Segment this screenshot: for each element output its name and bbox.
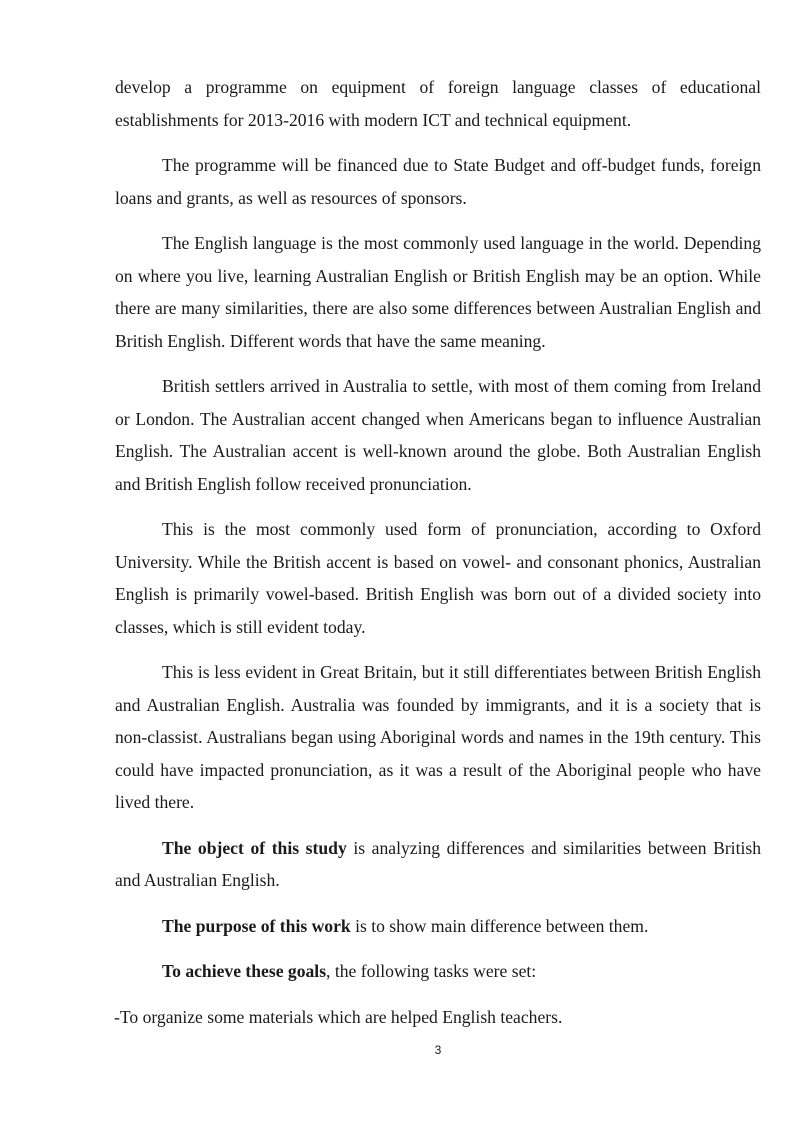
document-body — [115, 71, 761, 1033]
goals-heading: To achieve these goals — [162, 961, 327, 981]
paragraph-goals — [115, 955, 761, 988]
paragraph-continuation: develop a programme on equipment of foreign language classes of educational establishments for 2013-2016 with modern ICT and technical equipment. — [115, 77, 761, 130]
paragraph-english-language: The English language is the most commonly used language in the world. Depending on where you live, learning Australian English or British English may be an option. While there are many similarities, there are also some differences between Australian English and British English. Different words that have the same meaning. — [115, 233, 761, 351]
paragraph-object-of-study — [115, 832, 761, 897]
task-list-item: -To organize some materials which are helped English teachers. — [114, 1006, 563, 1027]
purpose-text: is to show main difference between them. — [350, 915, 649, 936]
object-of-study-text: is analyzing differences and similarities between British and Australian English. — [115, 837, 761, 890]
paragraph-purpose — [115, 910, 761, 943]
paragraph-great-britain: This is less evident in Great Britain, but it still differentiates between British English and Australian English. Australia was founded by immigrants, and it is a society that is non-classist. Australians began using Aboriginal words and names in the 19th century. This could have impacted pronunciation, as it was a result of the Aboriginal people who have lived there. — [115, 662, 761, 812]
paragraph-pronunciation: This is the most commonly used form of pronunciation, according to Oxford University. While the British accent is based on vowel- and consonant phonics, Australian English is primarily vowel-based. British English was born out of a divided society into classes, which is still evident today. — [115, 519, 761, 637]
page-number: 3 — [434, 1043, 442, 1057]
paragraph-british-settlers: British settlers arrived in Australia to settle, with most of them coming from Ireland or London. The Australian accent changed when Americans began to influence Australian English. The Australian accent is well-known around the globe. Both Australian English and British English follow received pronunciation. — [115, 376, 761, 494]
object-of-study-heading: The object of this study — [162, 837, 347, 858]
goals-text: , the following tasks were set: — [326, 961, 537, 981]
paragraph-financing: The programme will be financed due to State Budget and off-budget funds, foreign loans and grants, as well as resources of sponsors. — [115, 155, 761, 208]
purpose-heading: The purpose of this work — [162, 915, 351, 936]
